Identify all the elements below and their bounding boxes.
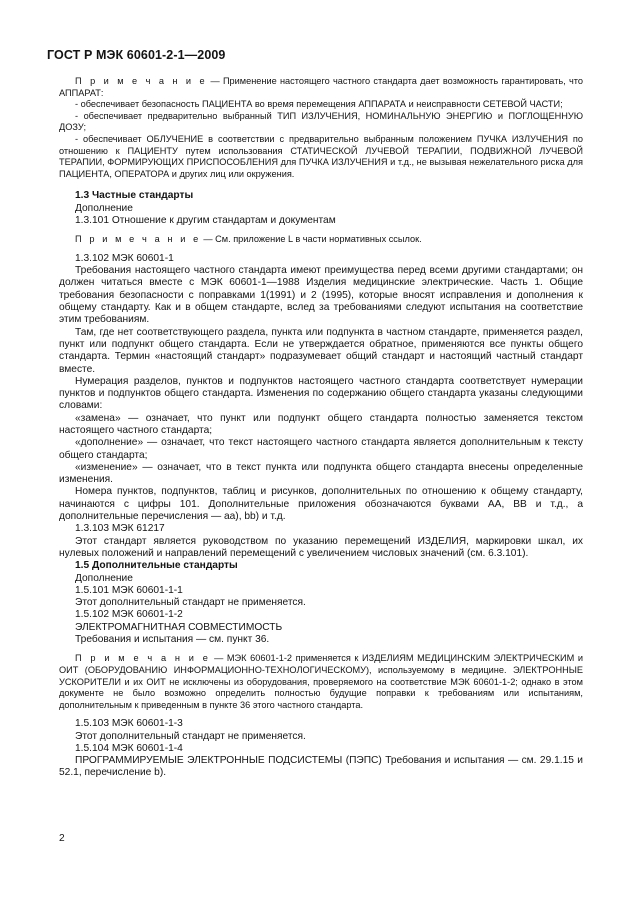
note-paragraph — [59, 234, 583, 246]
body-paragraph: Требования и испытания — см. пункт 36. — [75, 634, 270, 646]
body-paragraph: Требования настоящего частного стандарта имеют преимущества перед всеми другими стандартами; он должен читаться вместе с МЭК 60601-1—1988 Изделия медицинские электрические. Часть 1. Общие требования безопасности с поправками 1(1991) и 2 (1995), которые вносят исправления и дополнения к общему стандарту. Как и в общем стандарте, вслед за требованиями следуют испытания на соответствие этим требованиям. — [59, 265, 583, 326]
subsection-1-3-103: 1.3.103 МЭК 61217 — [75, 523, 165, 535]
note-list-item: - обеспечивает безопасность ПАЦИЕНТА во время перемещения АППАРАТА и неисправности СЕТЕВОЙ ЧАСТИ; — [75, 99, 563, 110]
addition-label: Дополнение — [75, 202, 133, 214]
body-paragraph: Этот дополнительный стандарт не применяется. — [75, 730, 306, 742]
page-number: 2 — [59, 833, 65, 844]
page-header: ГОСТ Р МЭК 60601-2-1—2009 — [47, 48, 226, 62]
note-label: П р и м е ч а н и е — [75, 653, 211, 664]
body-paragraph: «замена» — означает, что пункт или подпункт общего стандарта полностью заменяется текстом настоящего частного стандарта; — [59, 412, 583, 436]
section-heading-1-3: 1.3 Частные стандарты — [75, 190, 194, 202]
body-paragraph: «дополнение» — означает, что текст настоящего частного стандарта является дополнительным к тексту общего стандарта; — [59, 437, 583, 461]
page-content — [59, 76, 583, 780]
body-paragraph: «изменение» — означает, что в текст пункта или подпункта общего стандарта внесены определенные изменения. — [59, 461, 583, 486]
note-label: П р и м е ч а н и е — [75, 76, 208, 86]
note-text: — МЭК 60601-1-2 применяется к ИЗДЕЛИЯМ МЕДИЦИНСКИМ ЭЛЕКТРИЧЕСКИМ и ОИТ (ОБОРУДОВАНИЮ ИНФОРМАЦИОННО-ТЕХНОЛОГИЧЕСКОМУ), используемому в медицине. ЭЛЕКТРОННЫЕ УСКОРИТЕЛИ и их ОИТ не исключены из оборудования, проверяемого на соответствие МЭК 60601-1-2; однако в этом документе не было возможно определить полностью будущие поправки к требованиям или испытаниям, дополнительным к приведенным в пункте 36 этого частного стандарта. — [59, 653, 584, 710]
section-heading-1-5: 1.5 Дополнительные стандарты — [75, 560, 238, 572]
note-text: — См. приложение L в части нормативных ссылок. — [200, 234, 422, 245]
body-paragraph: Там, где нет соответствующего раздела, пункта или подпункта в частном стандарте, применяется раздел, пункт или подпункт общего стандарта. Если не утверждается обратное, применяются все пункты общего стандарта. Термин «настоящий стандарт» подразумевает общий стандарт и настоящий частный стандарт вместе. — [59, 326, 583, 375]
body-paragraph: ЭЛЕКТРОМАГНИТНАЯ СОВМЕСТИМОСТЬ — [75, 621, 283, 633]
body-paragraph: Этот дополнительный стандарт не применяется. — [75, 597, 306, 609]
body-paragraph: Номера пунктов, подпунктов, таблиц и рисунков, дополнительных по отношению к общему стандарту, начинаются с цифры 101. Дополнительные приложения обозначаются буквами АА, ВВ и т.д., а дополнительные перечисления — аа), bb) и т.д. — [59, 486, 583, 523]
body-paragraph: Нумерация разделов, пунктов и подпунктов настоящего частного стандарта соответствует нумерации пунктов и подпунктов общего стандарта. Изменения по содержанию общего стандарта указаны следующими словами: — [59, 375, 583, 412]
note-label: П р и м е ч а н и е — [75, 234, 201, 245]
subsection-1-3-101: 1.3.101 Отношение к другим стандартам и документам — [75, 214, 336, 226]
subsection-1-5-104: 1.5.104 МЭК 60601-1-4 — [75, 742, 183, 754]
note-paragraph — [59, 653, 583, 711]
note-list-item: - обеспечивает предварительно выбранный ТИП ИЗЛУЧЕНИЯ, НОМИНАЛЬНУЮ ЭНЕРГИЮ и ПОГЛОЩЕННУЮ ДОЗУ; — [59, 110, 583, 133]
subsection-1-5-101: 1.5.101 МЭК 60601-1-1 — [75, 584, 183, 596]
body-paragraph: ПРОГРАММИРУЕМЫЕ ЭЛЕКТРОННЫЕ ПОДСИСТЕМЫ (ПЭПС) Требования и испытания — см. 29.1.15 и 52.1, перечисление b). — [59, 755, 583, 779]
body-paragraph: Этот стандарт является руководством по указанию перемещений ИЗДЕЛИЯ, маркировки шкал, их нулевых положений и направлений перемещений с увеличением числовых значений (см. 6.3.101). — [59, 535, 583, 559]
note-list-item: - обеспечивает ОБЛУЧЕНИЕ в соответствии с предварительно выбранным положением ПУЧКА ИЗЛУЧЕНИЯ по отношению к ПАЦИЕНТУ путем использования СТАТИЧЕСКОЙ ЛУЧЕВОЙ ТЕРАПИИ, ПОДВИЖНОЙ ЛУЧЕВОЙ ТЕРАПИИ, ФОРМИРУЮЩИХ ПРИСПОСОБЛЕНИЯ для ПУЧКА ИЗЛУЧЕНИЯ и т.д., не вызывая нежелательного риска для ПАЦИЕНТА, ОПЕРАТОРА и других лиц или окружения. — [59, 133, 583, 179]
addition-label: Дополнение — [75, 572, 133, 584]
subsection-1-5-102: 1.5.102 МЭК 60601-1-2 — [75, 609, 183, 621]
subsection-1-3-102: 1.3.102 МЭК 60601-1 — [75, 252, 174, 264]
note-text: — Применение настоящего частного стандарта дает возможность гарантировать, что АППАРАТ: — [59, 76, 584, 98]
subsection-1-5-103: 1.5.103 МЭК 60601-1-3 — [75, 718, 183, 730]
note-paragraph — [59, 76, 583, 99]
